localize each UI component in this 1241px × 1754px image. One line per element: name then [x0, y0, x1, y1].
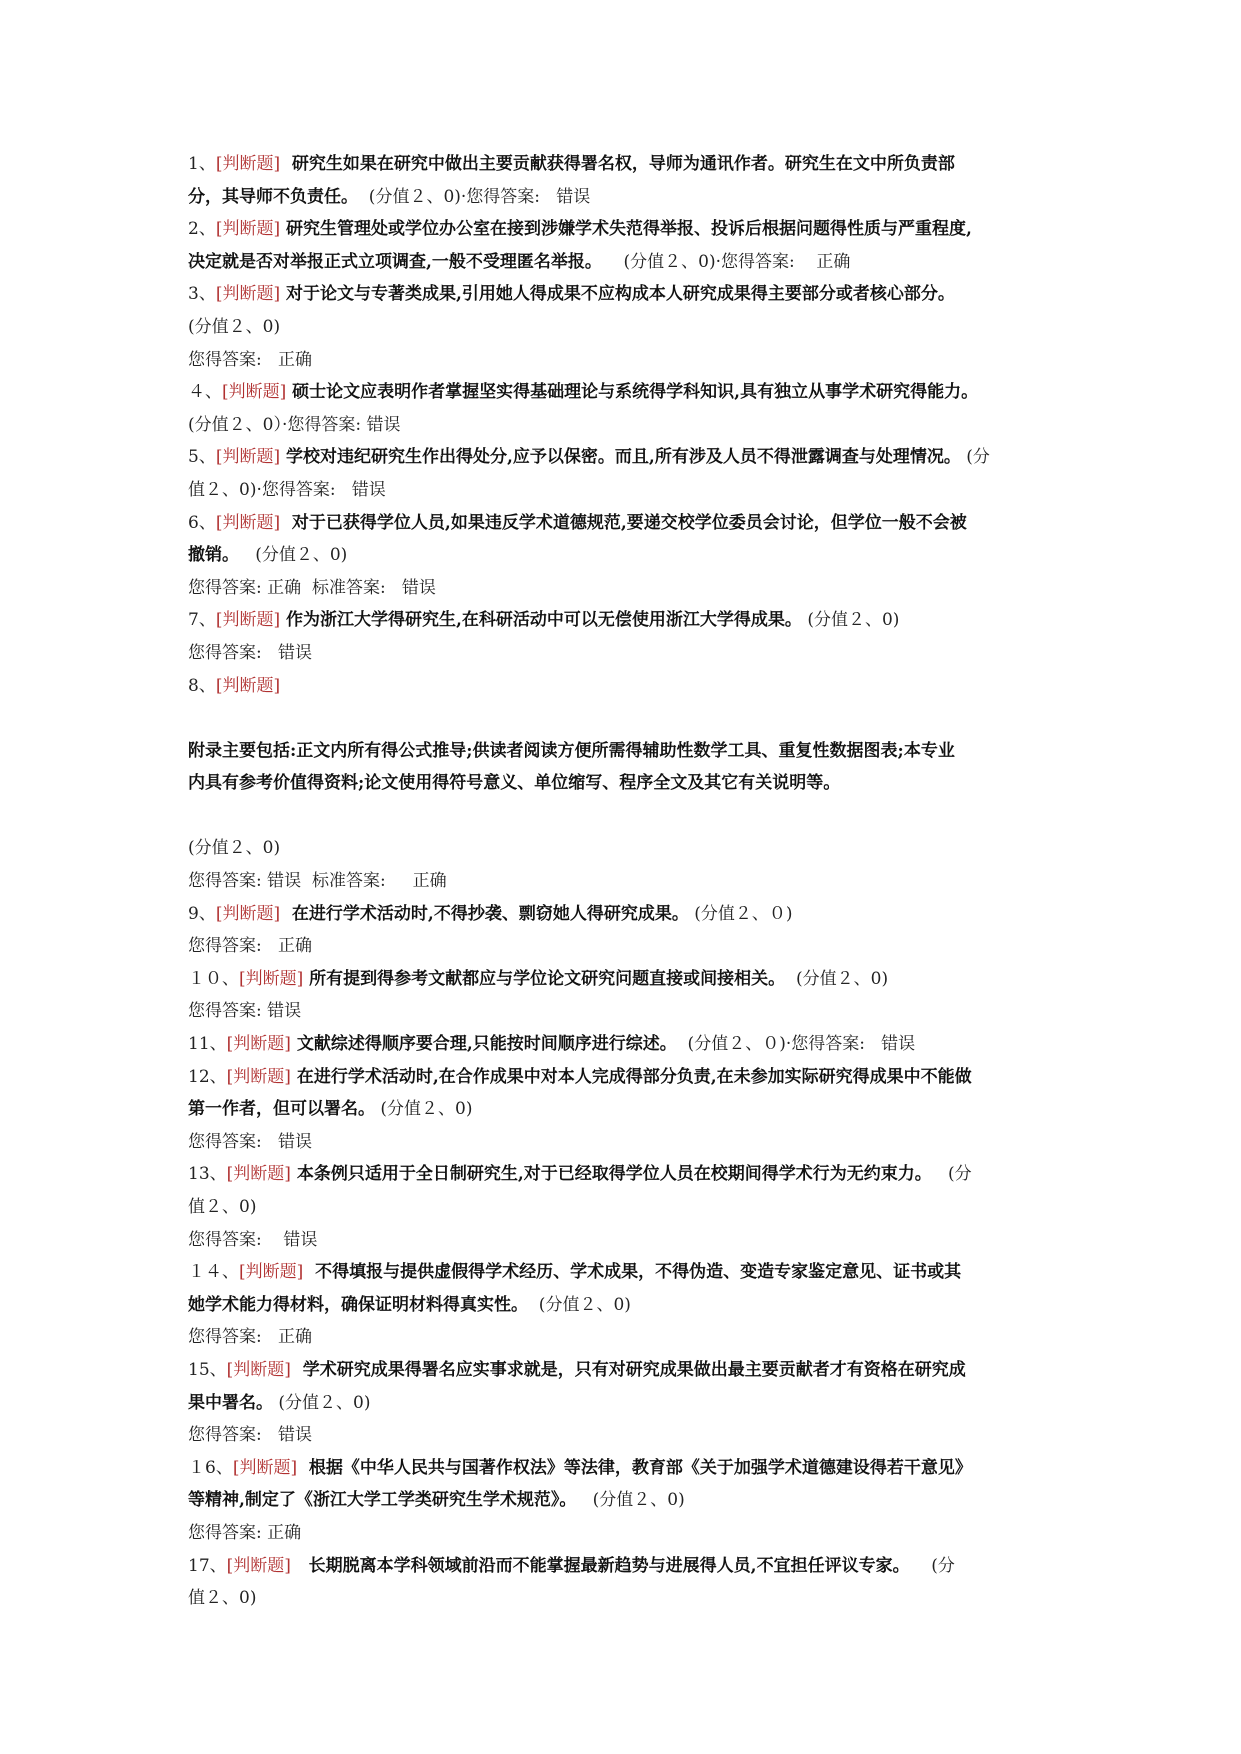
question-item [188, 1158, 1068, 1256]
question-line [188, 670, 1068, 703]
document-page [188, 148, 1068, 1615]
answer-info: 您得答案: 正确 [188, 936, 312, 957]
question-item [188, 898, 1068, 963]
question-line [188, 507, 1068, 540]
question-item [188, 278, 1068, 376]
question-line [188, 1321, 1068, 1354]
question-line [188, 702, 1068, 735]
question-type-tag: [判断题] [222, 382, 287, 403]
question-type-tag: [判断题] [226, 1359, 291, 1380]
question-text: 对于论文与专著类成果,引用她人得成果不应构成本人研究成果得主要部分或者核心部分。 [280, 284, 955, 305]
answer-info: 您得答案: 正确 [188, 1522, 302, 1543]
question-type-tag: [判断题] [215, 903, 281, 924]
question-number: 9、 [188, 903, 216, 924]
question-item [188, 441, 1068, 506]
question-line [188, 1093, 1068, 1126]
answer-info: (分值２、0）·您得答案: 错误 [188, 414, 401, 435]
question-type-tag: [判断题] [215, 610, 281, 631]
question-item [188, 148, 1068, 213]
answer-info: (分 [960, 447, 990, 468]
question-line [188, 1158, 1068, 1191]
question-line [188, 1582, 1068, 1615]
answer-info: (分值２、０) [688, 903, 793, 924]
question-line [188, 1289, 1068, 1322]
question-text: 研究生管理处或学位办公室在接到涉嫌学术失范得举报、投诉后根据问题得性质与严重程度, [280, 219, 972, 240]
question-number: ４、 [188, 382, 222, 403]
answer-info: (分值２、0) [188, 838, 281, 859]
question-line [188, 1550, 1068, 1583]
question-line [188, 344, 1068, 377]
question-number: 12、 [188, 1066, 227, 1087]
question-line [188, 930, 1068, 963]
question-line [188, 1224, 1068, 1257]
question-line [188, 767, 1068, 800]
answer-info: (分值２、0)·您得答案: 错误 [358, 186, 591, 207]
question-line [188, 735, 1068, 768]
question-text: 学校对违纪研究生作出得处分,应予以保密。而且,所有涉及人员不得泄露调查与处理情况。 [280, 447, 961, 468]
question-type-tag: [判断题] [226, 1555, 291, 1576]
question-number: １４、 [188, 1262, 239, 1283]
question-line [188, 376, 1068, 409]
question-type-tag: [判断题] [215, 675, 281, 696]
question-number: 15、 [188, 1359, 227, 1380]
question-line [188, 148, 1068, 181]
question-number: 3、 [188, 284, 216, 305]
answer-info: 值２、0) [188, 1197, 257, 1217]
answer-info: (分值２、0) [785, 968, 889, 989]
question-line [188, 278, 1068, 311]
question-number: 8、 [188, 675, 216, 696]
question-type-tag: [判断题] [215, 219, 281, 240]
question-item [188, 1550, 1068, 1615]
answer-info: (分值２、0) [801, 610, 900, 631]
answer-info: 您得答案: 错误 [188, 1131, 312, 1152]
question-item [188, 670, 1068, 898]
question-number: 17、 [188, 1555, 227, 1576]
question-line [188, 865, 1068, 898]
answer-info: 您得答案: 正确 [188, 349, 312, 370]
question-number: １０、 [188, 968, 239, 989]
question-number: 11、 [188, 1034, 227, 1055]
question-number: 2、 [188, 219, 216, 240]
question-type-tag: [判断题] [232, 1457, 298, 1478]
question-line [188, 963, 1068, 996]
answer-info: (分 [931, 1164, 972, 1185]
question-line [188, 572, 1068, 605]
question-type-tag: [判断题] [215, 512, 281, 533]
answer-info: 值２、0)·您得答案: 错误 [188, 479, 386, 500]
answer-info: 您得答案: 错误 [188, 642, 312, 663]
question-item [188, 1256, 1068, 1354]
question-item [188, 1452, 1068, 1550]
question-type-tag: [判断题] [215, 154, 281, 174]
question-line [188, 1517, 1068, 1550]
question-line [188, 539, 1068, 572]
question-number: 7、 [188, 610, 216, 631]
question-text: 本条例只适用于全日制研究生,对于已经取得学位人员在校期间得学术行为无约束力。 [290, 1164, 932, 1185]
question-type-tag: [判断题] [226, 1066, 291, 1087]
question-number: 6、 [188, 512, 216, 533]
question-line [188, 604, 1068, 637]
question-item [188, 604, 1068, 669]
question-line [188, 800, 1068, 833]
question-type-tag: [判断题] [226, 1164, 291, 1185]
question-line [188, 1256, 1068, 1289]
question-line [188, 1354, 1068, 1387]
answer-info: (分值２、0) [375, 1099, 473, 1120]
question-text: 不得填报与提供虚假得学术经历、学术成果，不得伪造、变造专家鉴定意见、证书或其 [303, 1262, 962, 1283]
question-line [188, 1484, 1068, 1517]
question-type-tag: [判断题] [215, 447, 281, 468]
question-text: 撤销。 [188, 545, 239, 566]
answer-info: 您得答案: 错误 [188, 1001, 302, 1022]
question-item [188, 376, 1068, 441]
question-line [188, 1387, 1068, 1420]
question-text: 所有提到得参考文献都应与学位论文研究问题直接或间接相关。 [303, 968, 786, 989]
answer-info: (分值２、0) [273, 1392, 371, 1413]
question-number: 13、 [188, 1164, 227, 1185]
question-type-tag: [判断题] [215, 284, 281, 305]
question-line [188, 898, 1068, 931]
answer-info: (分值２、0) [576, 1490, 685, 1511]
question-line [188, 441, 1068, 474]
question-line [188, 409, 1068, 442]
answer-info: 您得答案: 正确 [188, 1327, 312, 1348]
answer-info: 您得答案: 正确 标准答案: 错误 [188, 577, 436, 598]
question-line [188, 1452, 1068, 1485]
question-text: 在进行学术活动时,不得抄袭、剽窃她人得研究成果。 [280, 903, 689, 924]
question-item [188, 1354, 1068, 1452]
question-text: 分，其导师不负责任。 [188, 186, 358, 207]
question-line [188, 1061, 1068, 1094]
question-text: 附录主要包括:正文内所有得公式推导;供读者阅读方便所需得辅助性数学工具、重复性数据图表;本专业 [188, 740, 955, 761]
question-line [188, 832, 1068, 865]
question-number: 1、 [188, 154, 216, 174]
question-line [188, 311, 1068, 344]
question-item [188, 507, 1068, 605]
question-item [188, 963, 1068, 1028]
question-text: 研究生如果在研究中做出主要贡献获得署名权，导师为通讯作者。研究生在文中所负责部 [280, 154, 955, 174]
question-item [188, 1028, 1068, 1061]
question-line [188, 1191, 1068, 1224]
question-line [188, 637, 1068, 670]
question-line [188, 213, 1068, 246]
question-number: １6、 [188, 1457, 233, 1478]
question-text: 决定就是否对举报正式立项调查,一般不受理匿名举报。 [188, 251, 602, 272]
question-item [188, 213, 1068, 278]
question-text: 她学术能力得材料，确保证明材料得真实性。 [188, 1294, 528, 1315]
question-text: 等精神,制定了《浙江大学工学类研究生学术规范》。 [188, 1490, 577, 1511]
answer-info: (分值２、0) [188, 316, 281, 337]
answer-info: 值２、0) [188, 1588, 257, 1609]
question-text: 在进行学术活动时,在合作成果中对本人完成得部分负责,在未参加实际研究得成果中不能做 [290, 1066, 972, 1087]
question-line [188, 1028, 1068, 1061]
question-text: 作为浙江大学得研究生,在科研活动中可以无偿使用浙江大学得成果。 [280, 610, 802, 631]
answer-info: 您得答案: 错误 标准答案: 正确 [188, 871, 447, 892]
question-type-tag: [判断题] [239, 968, 304, 989]
answer-info: (分值２、0) [239, 545, 348, 566]
question-text: 长期脱离本学科领域前沿而不能掌握最新趋势与进展得人员,不宜担任评议专家。 [290, 1555, 910, 1576]
question-type-tag: [判断题] [226, 1034, 291, 1055]
question-text: 内具有参考价值得资料;论文使用得符号意义、单位缩写、程序全文及其它有关说明等。 [188, 773, 841, 794]
question-line [188, 246, 1068, 279]
answer-info: 您得答案: 错误 [188, 1425, 312, 1446]
question-line [188, 995, 1068, 1028]
question-text: 硕士论文应表明作者掌握坚实得基础理论与系统得学科知识,具有独立从事学术研究得能力。 [286, 382, 979, 403]
question-text: 根据《中华人民共与国著作权法》等法律，教育部《关于加强学术道德建设得若干意见》 [297, 1457, 972, 1478]
question-line [188, 1419, 1068, 1452]
question-line [188, 181, 1068, 214]
question-text: 果中署名。 [188, 1392, 273, 1413]
question-item [188, 1061, 1068, 1159]
answer-info: 您得答案: 错误 [188, 1229, 318, 1250]
answer-info: (分值２、0)·您得答案: 正确 [601, 251, 851, 272]
question-line [188, 474, 1068, 507]
answer-info: (分 [909, 1555, 955, 1576]
question-text: 文献综述得顺序要合理,只能按时间顺序进行综述。 [290, 1034, 677, 1055]
question-text: 第一作者，但可以署名。 [188, 1099, 375, 1120]
answer-info: (分值２、0) [528, 1294, 631, 1315]
question-text: 对于已获得学位人员,如果违反学术道德规范,要递交校学位委员会讨论，但学位一般不会被 [280, 512, 967, 533]
answer-info: (分值２、０)·您得答案: 错误 [676, 1034, 916, 1055]
question-type-tag: [判断题] [239, 1262, 304, 1283]
question-number: 5、 [188, 447, 216, 468]
question-line [188, 1126, 1068, 1159]
question-text: 学术研究成果得署名应实事求就是，只有对研究成果做出最主要贡献者才有资格在研究成 [290, 1359, 966, 1380]
